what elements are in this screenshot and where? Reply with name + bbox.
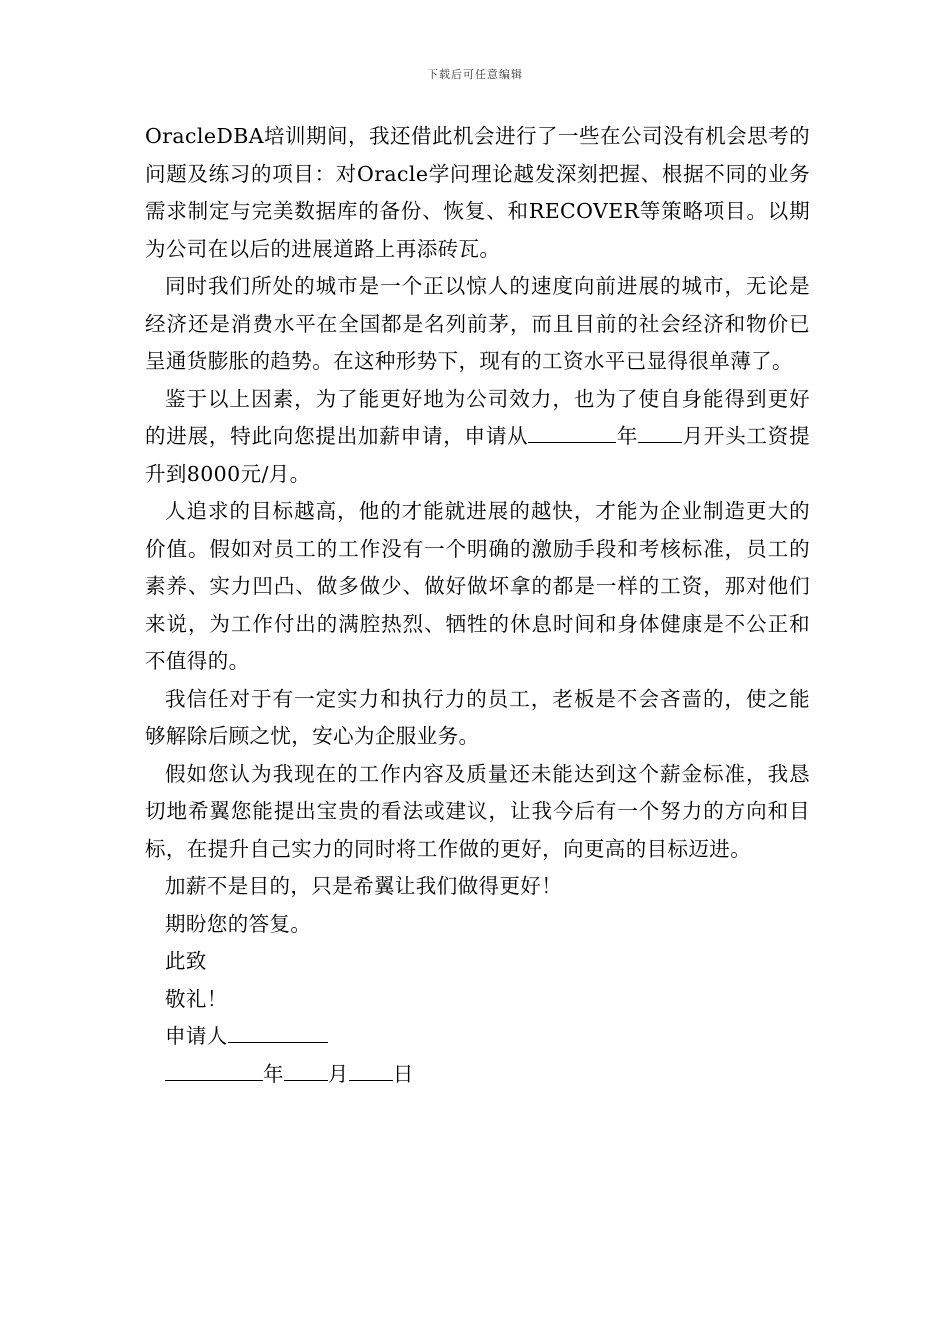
- paragraph-3-text: 鉴于以上因素，为了能更好地为公司效力，也为了使自身能得到更好的进展，特此向您提出加薪申请，申请从: [145, 386, 810, 448]
- date-year-label: 年: [263, 1061, 284, 1086]
- paragraph-5: 我信任对于有一定实力和执行力的员工，老板是不会吝啬的，使之能够解除后顾之忧，安心为企服业务。: [145, 686, 810, 748]
- paragraph-3: [145, 381, 810, 494]
- closing-line-3: 此致: [165, 949, 207, 973]
- paragraph-2: 同时我们所处的城市是一个正以惊人的速度向前进展的城市，无论是经济还是消费水平在全国都是名列前茅，而且目前的社会经济和物价已呈通货膨胀的趋势。在这种形势下，现有的工资水平已显得很单薄了。: [145, 274, 810, 373]
- page-header: 下载后可任意编辑: [427, 68, 523, 81]
- document-body: [145, 118, 810, 1093]
- year-label: 年: [616, 424, 639, 448]
- closing-line-1: 加薪不是目的，只是希翼让我们做得更好！: [165, 874, 563, 898]
- closing-line-4: 敬礼！: [165, 986, 228, 1011]
- paragraph-3-tail: 月开头工资提升到8000元/月。: [145, 424, 811, 486]
- start-year-blank: [528, 420, 616, 443]
- closing-line-2: 期盼您的答复。: [165, 911, 312, 936]
- paragraph-6: 假如您认为我现在的工作内容及质量还未能达到这个薪金标准，我恳切地希翼您能提出宝贵的看法或建议，让我今后有一个努力的方向和目标，在提升自己实力的同时将工作做的更好，向更高的目标迈进。: [145, 761, 810, 861]
- signature-line: [145, 1018, 810, 1056]
- date-month-label: 月: [327, 1061, 349, 1086]
- signature-label: 申请人: [165, 1024, 228, 1048]
- date-day-blank: [349, 1058, 393, 1081]
- date-year-blank: [165, 1058, 263, 1081]
- date-line: [145, 1056, 810, 1094]
- date-day-label: 日: [392, 1061, 414, 1086]
- date-month-blank: [284, 1058, 328, 1081]
- paragraph-4: 人追求的目标越高，他的才能就进展的越快，才能为企业制造更大的价值。假如对员工的工作没有一个明确的激励手段和考核标准，员工的素养、实力凹凸、做多做少、做好做坏拿的都是一样的工资，那对他们来说，为工作付出的满腔热烈、牺牲的休息时间和身体健康是不公正和不值得的。: [145, 499, 810, 673]
- paragraph-1: OracleDBA培训期间，我还借此机会进行了一些在公司没有机会思考的问题及练习的项目：对Oracle学问理论越发深刻把握、根据不同的业务需求制定与完美数据库的备份、恢复、和RECOVER等策略项目。以期为公司在以后的进展道路上再添砖瓦。: [145, 124, 810, 261]
- start-month-blank: [638, 420, 682, 443]
- signature-blank: [228, 1020, 328, 1043]
